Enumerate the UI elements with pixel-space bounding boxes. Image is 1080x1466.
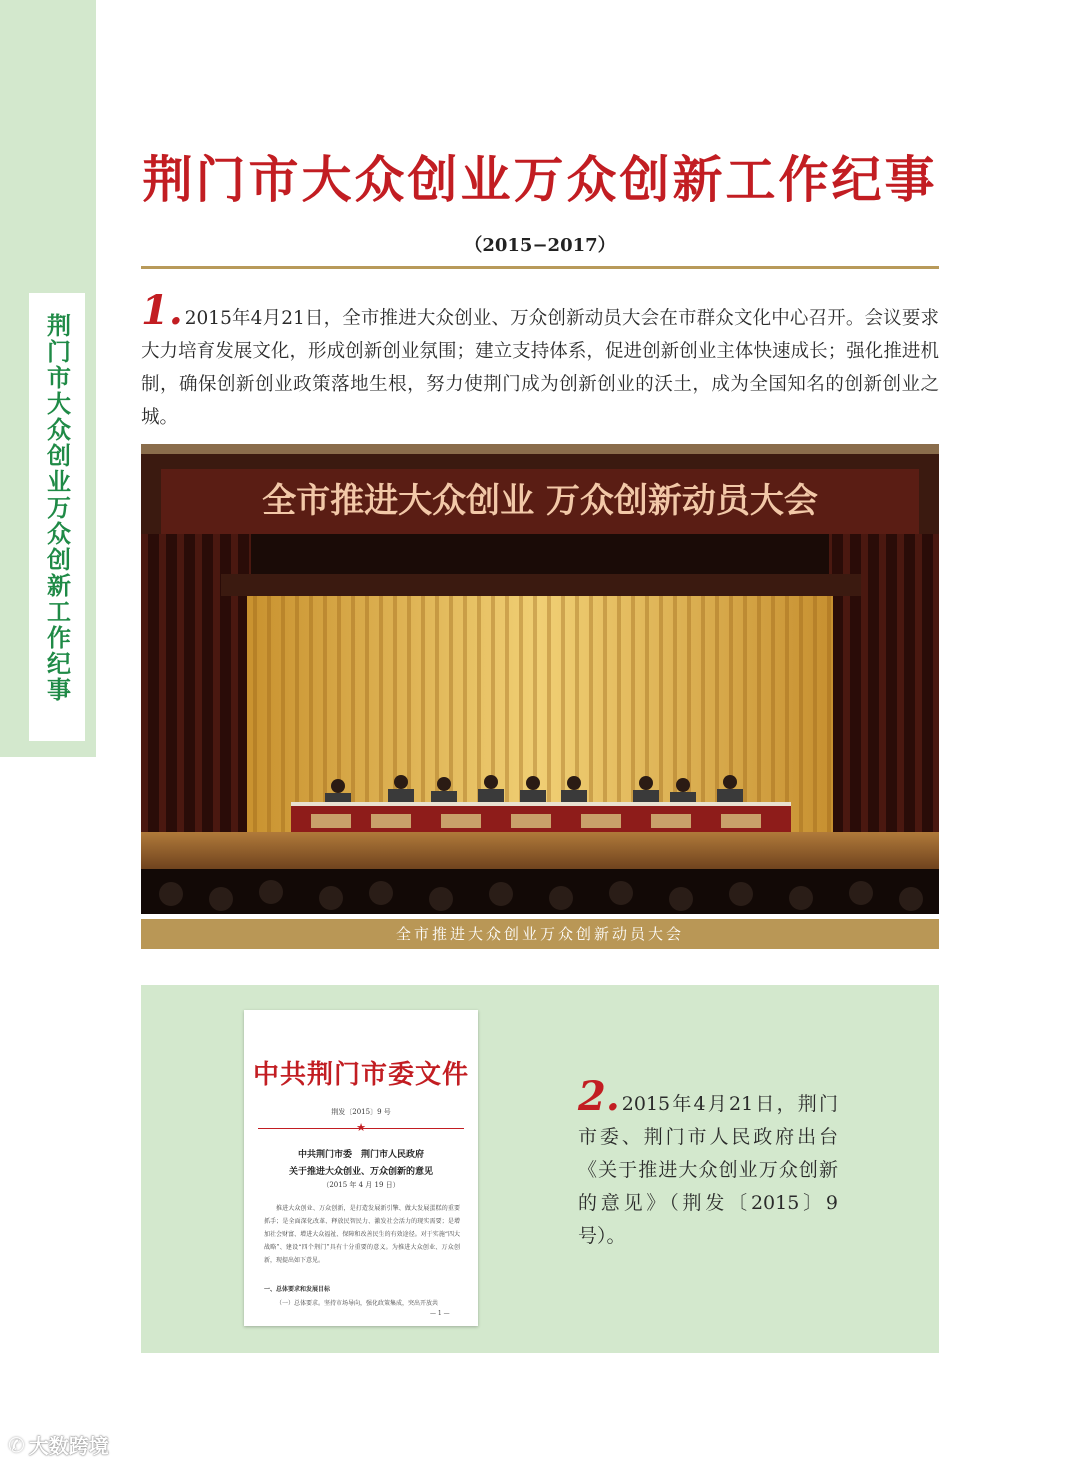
- document-section-body: （一）总体要求。坚持市场导向，强化政策集成，突出开放共: [276, 1300, 439, 1307]
- watermark: [8, 1430, 109, 1459]
- document-ref: 荆发〔2015〕9 号: [331, 1108, 391, 1116]
- meeting-photo-image: [141, 444, 939, 914]
- watermark-text: 大数跨境: [28, 1434, 109, 1458]
- entry-2: [578, 1073, 838, 1253]
- watermark-logo-icon: ✆: [8, 1432, 25, 1457]
- entry-2-text: 2015年4月21日，荆门市委、荆门市人民政府出台《关于推进大众创业万众创新的意见》（荆发〔2015〕9号）。: [578, 1093, 838, 1247]
- page-subtitle: （2015−2017）: [464, 235, 616, 256]
- star-icon: ★: [356, 1121, 366, 1134]
- document-image: [244, 1010, 478, 1326]
- side-label: [29, 293, 85, 741]
- photo-caption: 全市推进大众创业万众创新动员大会: [141, 919, 939, 949]
- page-title: 荆门市大众创业万众创新工作纪事: [142, 150, 938, 209]
- document-issuer: 中共荆门市委 荆门市人民政府: [297, 1150, 424, 1160]
- title-divider: [141, 266, 939, 269]
- document-header: 中共荆门市委文件: [252, 1060, 469, 1090]
- side-label-text: 荆门市大众创业万众创新工作纪事: [42, 313, 71, 703]
- entry-1-number: 1.: [141, 287, 183, 334]
- entry-1-text: 2015年4月21日，全市推进大众创业、万众创新动员大会在市群众文化中心召开。会议要求大力培育发展文化，形成创新创业氛围；建立支持体系，促进创新创业主体快速成长；强化推进机制，确保创新创业政策落地生根，努力使荆门成为创新创业的沃土，成为全国知名的创新创业之城。: [141, 308, 939, 428]
- entry-2-number: 2.: [578, 1073, 620, 1120]
- meeting-photo: [141, 444, 939, 914]
- document-page-number: — 1 —: [430, 1310, 450, 1317]
- document-body: 推进大众创业、万众创新，是打造发展新引擎、做大发展蛋糕的重要抓手；是全面深化改革、释放民智民力、激发社会活力的现实需要；是增加社会财富、增进大众福祉、保障和改善民生的有效途径。对于实施“四大战略”、建设“四个荆门”具有十分重要的意义。为推进大众创业、万众创新，现提出如下意见。: [264, 1205, 460, 1264]
- photo-banner-text: 全市推进大众创业 万众创新动员大会: [262, 481, 818, 521]
- document-section: 一、总体要求和发展目标: [264, 1286, 331, 1293]
- document-subject: 关于推进大众创业、万众创新的意见: [288, 1167, 433, 1177]
- entry-1: [141, 287, 939, 434]
- document-date: （2015 年 4 月 19 日）: [322, 1181, 400, 1189]
